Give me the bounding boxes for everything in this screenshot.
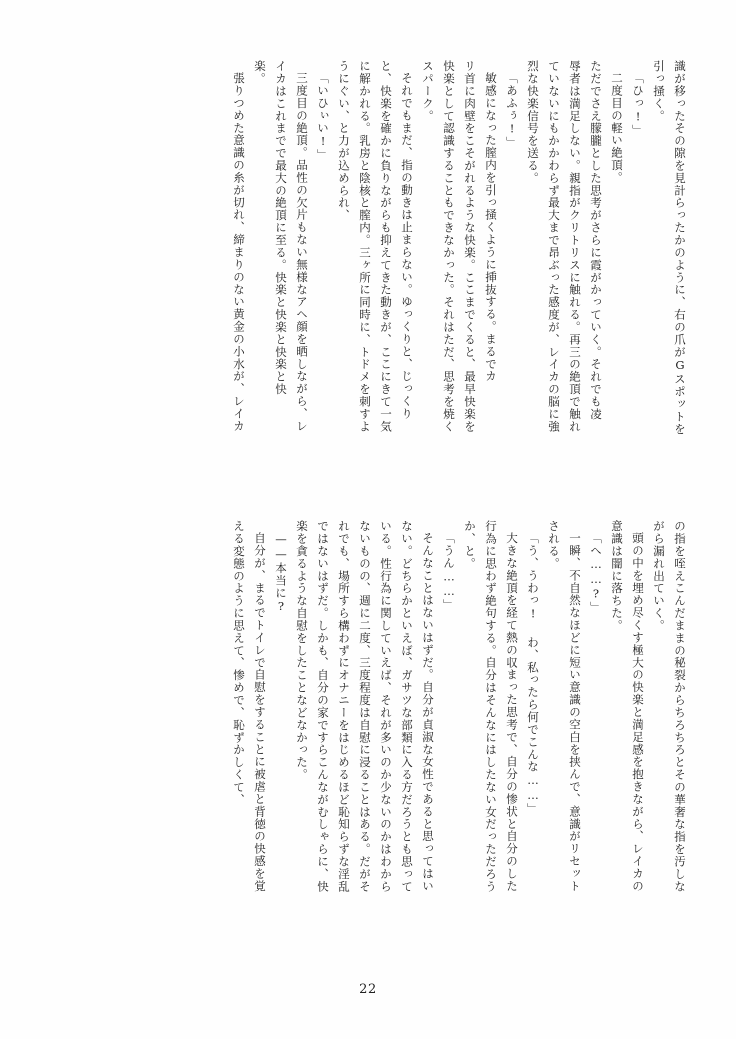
text-block-upper: [52, 60, 688, 480]
text-column: 「あふぅ!」: [505, 72, 519, 150]
text-column: と、快楽を確かに負りながらも抑えてきた動きが、ここにきて一気: [379, 60, 393, 433]
text-column: がら漏れ出ていく。: [652, 520, 666, 632]
text-column: される。: [547, 520, 561, 570]
text-column: うにぐい、と力が込められ、: [337, 60, 351, 222]
text-column: 大きな絶頂を経て熱の収まった思考で、自分の惨状と自分のした: [505, 532, 519, 893]
text-column: の指を咥えこんだままの秘裂からちろちろとその華奢な指を汚しな: [673, 520, 687, 893]
text-column: 楽を貪るような自慰をしたことなどなかった。: [295, 520, 309, 781]
text-column: ではないはずだ。しかも、自分の家ですらこんながむしゃらに、快: [316, 520, 330, 893]
text-column: える変態のように思えて、惨めで、恥ずかしくて、: [232, 520, 246, 806]
text-column: 辱者は満足しない。親指がクリトリスに触れる。再三の絶頂で触れ: [568, 60, 582, 433]
text-column: 二度目の軽い絶頂。: [610, 72, 624, 184]
text-column: いる。性行為に関していえば、それが多いのか少ないのかはわから: [379, 520, 393, 893]
text-column: か、と。: [463, 520, 477, 570]
text-column: ないものの、週に二度、三度程度は自慰に浸ることはある。だがそ: [358, 520, 372, 893]
text-column: 楽。: [253, 60, 267, 85]
text-column: ——本当に?: [274, 532, 288, 615]
text-column: 張りつめた意識の糸が切れ、締まりのない黄金の小水が、レイカ: [232, 72, 246, 433]
text-column: 意識は闇に落ちた。: [610, 520, 624, 632]
text-column: 「ひっ!」: [631, 72, 645, 137]
text-column: 烈な快楽信号を送る。: [526, 60, 540, 185]
text-column: 「へ……?」: [589, 532, 603, 615]
text-column: イカはこれまでで最大の絶頂に至る。快楽と快楽と快楽と快: [274, 60, 288, 396]
text-column: スパーク。: [421, 60, 435, 123]
text-column: 識が移ったその隙を見計らったかのように、右の爪がGスポットを: [673, 60, 687, 436]
text-column: れでも、場所すら構わずにオナニーをはじめるほど恥知らずな淫乱: [337, 520, 351, 893]
text-column: に解かれる。乳房と陰核と膣内。三ヶ所に同時に、トドメを刺すよ: [358, 60, 372, 433]
text-column: 敏感になった膣内を引っ掻くように挿抜する。まるでカ: [484, 72, 498, 383]
text-column: 頭の中を埋め尽くす極大の快楽と満足感を抱きながら、レイカの: [631, 532, 645, 893]
text-column: それでもまだ、指の動きは止まらない。ゆっくりと、じっくり: [400, 72, 414, 420]
text-column: 「いひぃい!」: [316, 72, 330, 162]
text-column: 行為に思わず絶句する。自分はそんなにはしたない女だっただろう: [484, 520, 498, 893]
text-column: ただでさえ朦朧とした思考がさらに霞がかっていく。それでも凌: [589, 60, 603, 421]
text-column: 引っ掻く。: [652, 60, 666, 123]
text-column: 一瞬、不自然なほどに短い意識の空白を挟んで、意識がリセット: [568, 532, 582, 893]
text-column: ない。どちらかといえば、ガサツな部類に入る方だろうとも思って: [400, 520, 414, 893]
page-number: 22: [359, 982, 377, 997]
text-column: リ首に肉壁をこそがれるような快楽。ここまでくると、最早快楽を: [463, 60, 477, 433]
text-column: ていないにもかかわらず最大まで昂ぶった感度が、レイカの脳に強: [547, 60, 561, 433]
text-column: 「う、うわっ! わ、私ったら何でこんな……」: [526, 532, 540, 816]
text-column: そんなことはないはずだ。自分が貞淑な女性であると思ってはい: [421, 532, 435, 893]
text-block-lower: [52, 520, 688, 940]
text-column: 三度目の絶頂。品性の欠片もない無様なアヘ顔を晒しながら、レ: [295, 72, 309, 433]
text-column: 快楽として認識することもできなかった。それはただ、思考を焼く: [442, 60, 456, 433]
text-column: 「うん……」: [442, 532, 456, 612]
text-column: 自分が、まるでトイレで自慰をすることに被虐と背徳の快感を覚: [253, 532, 267, 893]
